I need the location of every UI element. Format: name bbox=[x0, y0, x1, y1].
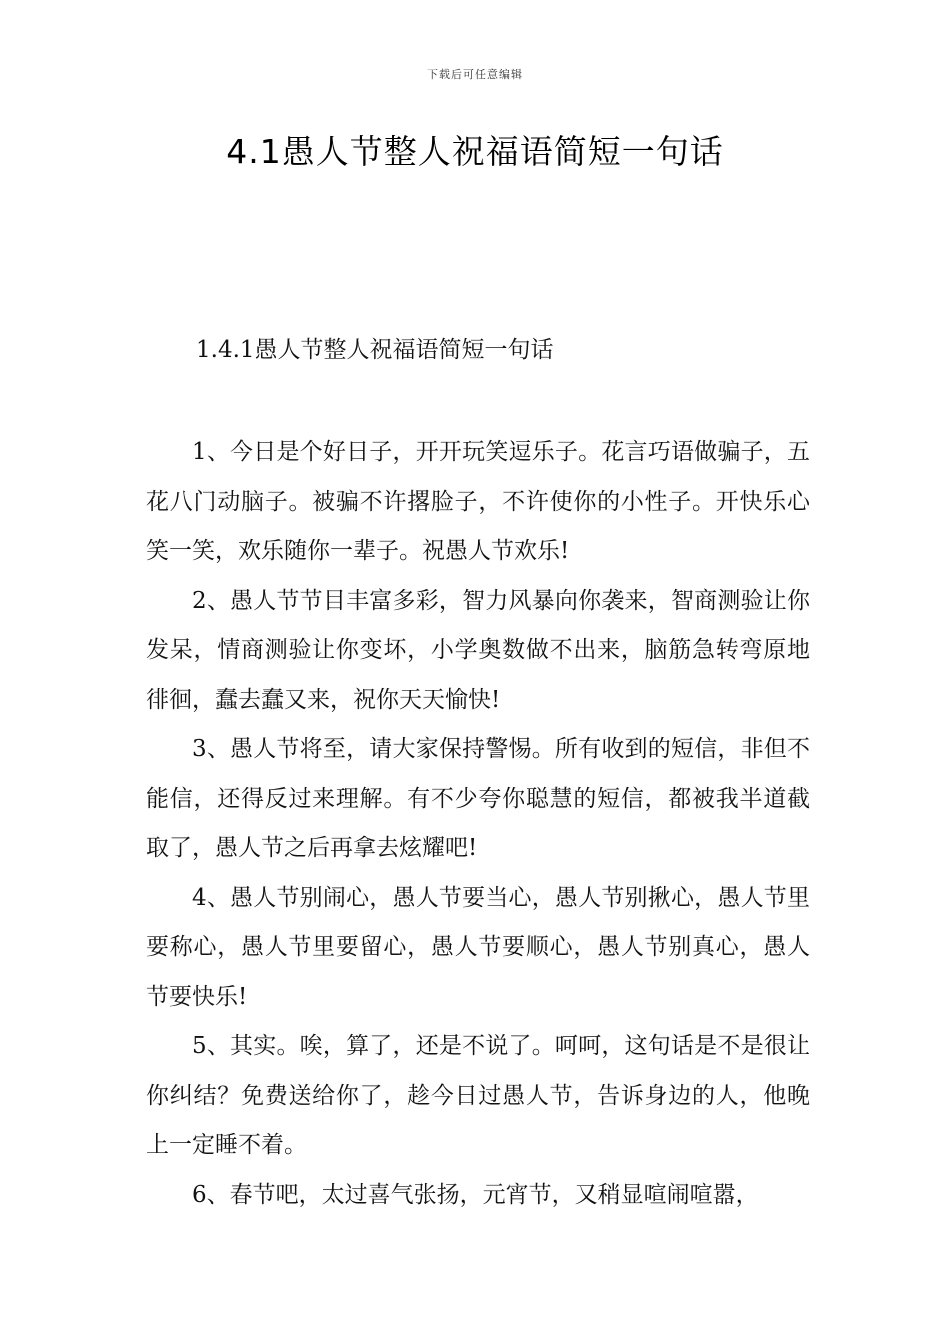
paragraph-6: 6、春节吧，太过喜气张扬，元宵节，又稍显喧闹喧嚣， bbox=[192, 1181, 759, 1208]
document-body bbox=[146, 428, 810, 1220]
paragraph-4: 4、愚人节别闹心，愚人节要当心，愚人节别揪心，愚人节里要称心，愚人节里要留心，愚人节要顺心，愚人节别真心，愚人节要快乐! bbox=[146, 884, 810, 1010]
paragraph-5: 5、其实。唉，算了，还是不说了。呵呵，这句话是不是很让你纠结？免费送给你了，趁今日过愚人节，告诉身边的人，他晚上一定睡不着。 bbox=[146, 1033, 810, 1158]
paragraph-2: 2、愚人节节目丰富多彩，智力风暴向你袭来，智商测验让你发呆，情商测验让你变坏，小学奥数做不出来，脑筋急转弯原地徘徊，蠢去蠢又来，祝你天天愉快! bbox=[146, 587, 810, 713]
section-heading: 1.4.1愚人节整人祝福语简短一句话 bbox=[196, 337, 554, 363]
header-note: 下载后可任意编辑 bbox=[427, 68, 523, 81]
paragraph-1: 1、今日是个好日子，开开玩笑逗乐子。花言巧语做骗子，五花八门动脑子。被骗不许撂脸子，不许使你的小性子。开快乐心笑一笑，欢乐随你一辈子。祝愚人节欢乐! bbox=[146, 439, 810, 564]
paragraph-3: 3、愚人节将至，请大家保持警惕。所有收到的短信，非但不能信，还得反过来理解。有不少夸你聪慧的短信，都被我半道截取了，愚人节之后再拿去炫耀吧! bbox=[146, 736, 810, 861]
page-title: 4.1愚人节整人祝福语简短一句话 bbox=[226, 132, 724, 171]
